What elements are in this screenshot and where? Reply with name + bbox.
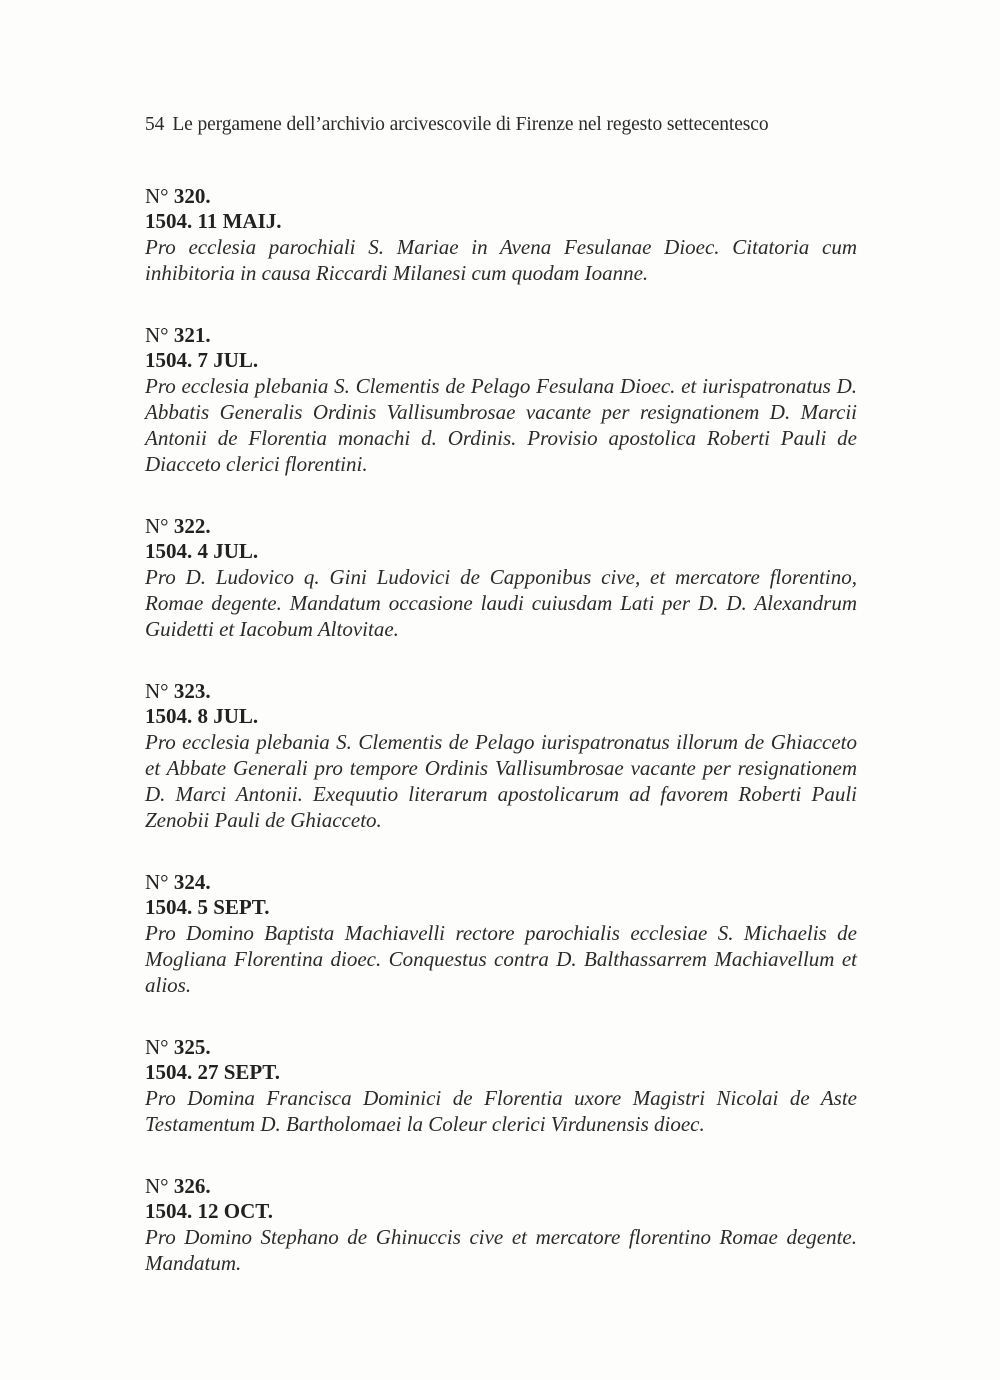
entry-321	[145, 323, 857, 477]
entry-number-prefix: N°	[145, 1035, 174, 1059]
entry-date: 1504. 27 SEPT.	[145, 1060, 280, 1084]
entry-320	[145, 184, 857, 286]
entry-date: 1504. 12 OCT.	[145, 1199, 273, 1223]
entry-326	[145, 1174, 857, 1276]
entry-number	[145, 323, 857, 348]
page-number: 54	[145, 114, 165, 135]
entry-number-prefix: N°	[145, 514, 174, 538]
entry-number-prefix: N°	[145, 1174, 174, 1198]
entry-number-prefix: N°	[145, 870, 174, 894]
entry-number-value: 323.	[173, 679, 211, 703]
entry-number	[145, 870, 857, 895]
entry-date: 1504. 8 JUL.	[145, 704, 259, 728]
entry-325	[145, 1035, 857, 1137]
entry-number-prefix: N°	[145, 679, 174, 703]
entry-number-value: 321.	[173, 323, 211, 347]
entry-number-value: 320.	[173, 184, 211, 208]
entry-date: 1504. 11 MAIJ.	[145, 209, 282, 233]
entry-323	[145, 679, 857, 833]
entry-number	[145, 1174, 857, 1199]
entry-number	[145, 514, 857, 539]
entry-number	[145, 679, 857, 704]
entry-number-value: 324.	[173, 870, 211, 894]
entry-text: Pro D. Ludovico q. Gini Ludovici de Capponibus cive, et mercatore florentino, Romae degente. Mandatum occasione laudi cuiusdam Lati per D. D. Alexandrum Guidetti et Iacobum Altovitae.	[145, 565, 857, 641]
entry-text: Pro Domino Baptista Machiavelli rectore parochialis ecclesiae S. Michaelis de Mogliana Florentina dioec. Conquestus contra D. Balthassarrem Machiavellum et alios.	[145, 921, 857, 997]
entry-text: Pro Domina Francisca Dominici de Florentia uxore Magistri Nicolai de Aste Testamentum D. Bartholomaei la Coleur clerici Virdunensis dioec.	[145, 1086, 857, 1136]
entry-324	[145, 870, 857, 998]
entry-number-value: 326.	[173, 1174, 211, 1198]
entry-date: 1504. 5 SEPT.	[145, 895, 270, 919]
entry-text: Pro ecclesia plebania S. Clementis de Pelago iurispatronatus illorum de Ghiacceto et Abbate Generali pro tempore Ordinis Vallisumbrosae vacante per resignationem D. Marci Antonii. Exequutio literarum apostolicarum ad favorem Roberti Pauli Zenobii Pauli de Ghiacceto.	[145, 730, 857, 832]
entry-number-value: 322.	[173, 514, 211, 538]
entry-number-prefix: N°	[145, 184, 174, 208]
entry-date: 1504. 7 JUL.	[145, 348, 259, 372]
entry-number	[145, 1035, 857, 1060]
entry-text: Pro Domino Stephano de Ghinuccis cive et mercatore florentino Romae degente. Mandatum.	[145, 1225, 857, 1275]
running-header-title: Le pergamene dell’archivio arcivescovile di Firenze nel regesto settecentesco	[172, 114, 769, 135]
entry-322	[145, 514, 857, 642]
entry-number-prefix: N°	[145, 323, 174, 347]
entry-text: Pro ecclesia plebania S. Clementis de Pelago Fesulana Dioec. et iurispatronatus D. Abbatis Generalis Ordinis Vallisumbrosae vacante per resignationem D. Marcii Antonii de Florentia monachi d. Ordinis. Provisio apostolica Roberti Pauli de Diacceto clerici florentini.	[145, 374, 857, 476]
entry-date: 1504. 4 JUL.	[145, 539, 259, 563]
running-header	[145, 114, 865, 136]
entry-text: Pro ecclesia parochiali S. Mariae in Avena Fesulanae Dioec. Citatoria cum inhibitoria in causa Riccardi Milanesi cum quodam Ioanne.	[145, 235, 857, 285]
regesto-entries	[145, 184, 857, 1313]
entry-number-value: 325.	[173, 1035, 211, 1059]
entry-number	[145, 184, 857, 209]
